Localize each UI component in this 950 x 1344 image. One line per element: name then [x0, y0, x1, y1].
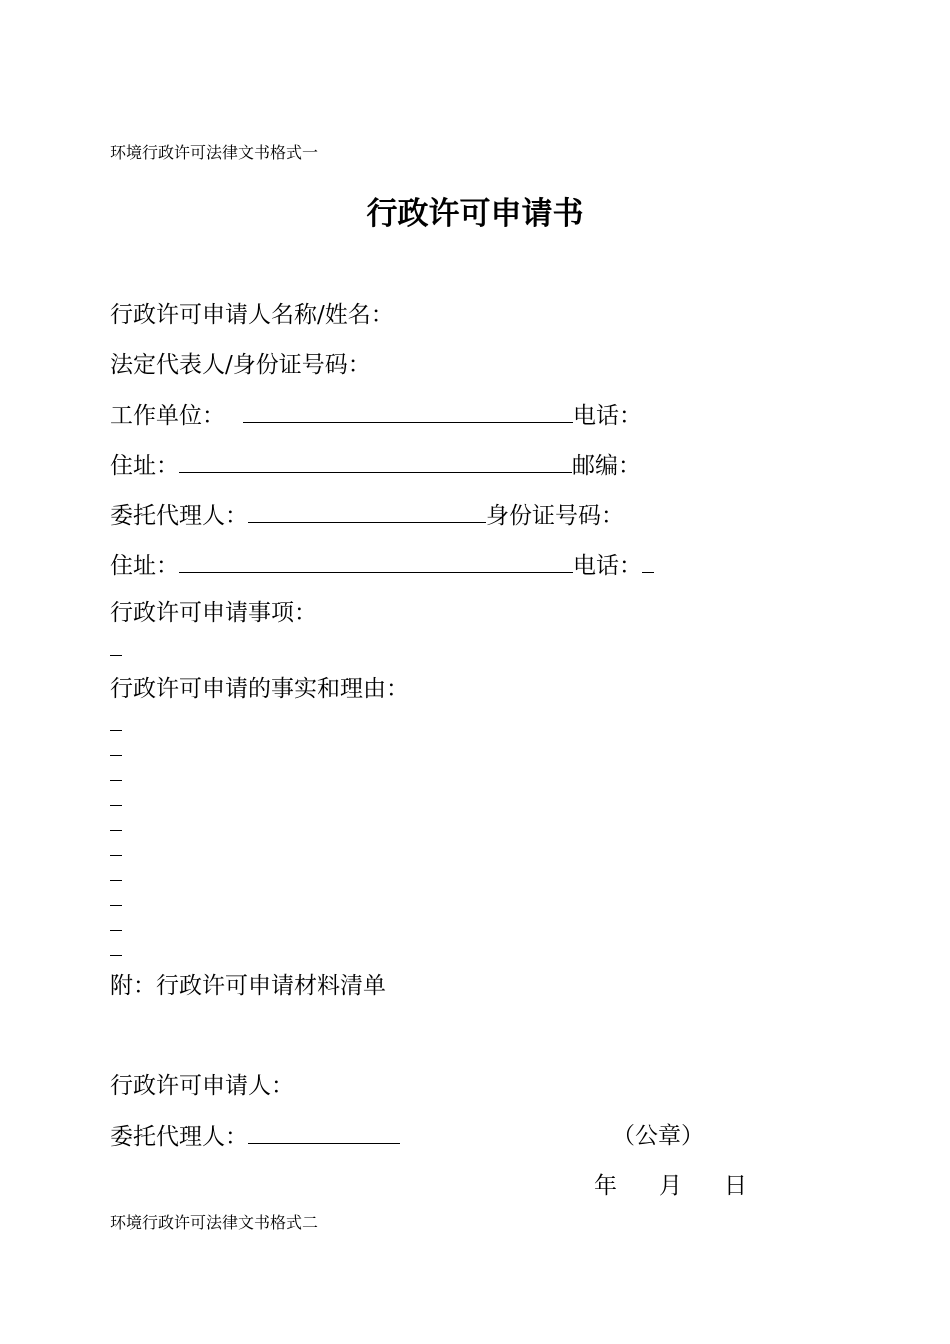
work-unit-blank[interactable] — [243, 400, 573, 423]
applicant-name-line — [110, 300, 394, 330]
form-format-label-top: 环境行政许可法律文书格式一 — [110, 143, 319, 162]
legal-rep-label: 法定代表人/身份证号码： — [110, 352, 371, 378]
signature-agent-label: 委托代理人： — [110, 1124, 248, 1150]
matters-label: 行政许可申请事项： — [110, 600, 317, 626]
facts-blank-line[interactable] — [110, 930, 122, 931]
attachment-label: 附：行政许可申请材料清单 — [110, 973, 386, 999]
signature-applicant-line — [110, 1071, 294, 1101]
agent-label: 委托代理人： — [110, 503, 248, 529]
work-unit-label: 工作单位： — [110, 403, 225, 429]
facts-blank-line[interactable] — [110, 780, 122, 781]
signature-agent-blank[interactable] — [248, 1121, 400, 1144]
address2-line — [110, 550, 654, 581]
facts-label: 行政许可申请的事实和理由： — [110, 676, 409, 702]
legal-rep-line — [110, 350, 371, 380]
facts-blank-line[interactable] — [110, 830, 122, 831]
address-line — [110, 450, 641, 481]
address-label: 住址： — [110, 453, 179, 479]
facts-blank-line[interactable] — [110, 755, 122, 756]
address2-blank[interactable] — [179, 550, 573, 573]
signature-agent-line — [110, 1121, 400, 1152]
facts-blank-line[interactable] — [110, 805, 122, 806]
postcode-label: 邮编： — [572, 453, 641, 479]
agent-line — [110, 500, 624, 531]
phone-label: 电话： — [573, 403, 642, 429]
matters-line — [110, 598, 317, 628]
date-day: 日 — [724, 1173, 747, 1199]
signature-applicant-label: 行政许可申请人： — [110, 1073, 294, 1099]
phone2-label: 电话： — [573, 553, 642, 579]
facts-blank-line[interactable] — [110, 955, 122, 956]
agent-blank[interactable] — [248, 500, 486, 523]
facts-blank-line[interactable] — [110, 855, 122, 856]
document-title: 行政许可申请书 — [366, 196, 584, 232]
facts-blank-line[interactable] — [110, 730, 122, 731]
facts-blank-line[interactable] — [110, 880, 122, 881]
facts-line — [110, 674, 409, 704]
facts-blank-line[interactable] — [110, 905, 122, 906]
official-seal-label: （公章） — [612, 1123, 704, 1149]
date-month: 月 — [659, 1173, 682, 1199]
matters-blank[interactable] — [110, 655, 122, 656]
attachment-line — [110, 971, 386, 1001]
form-format-label-bottom: 环境行政许可法律文书格式二 — [110, 1213, 319, 1232]
phone2-blank[interactable] — [642, 550, 654, 573]
work-unit-line — [110, 400, 642, 431]
address-blank[interactable] — [179, 450, 572, 473]
address2-label: 住址： — [110, 553, 179, 579]
id-number-label: 身份证号码： — [486, 503, 624, 529]
date-year: 年 — [594, 1173, 617, 1199]
applicant-name-label: 行政许可申请人名称/姓名： — [110, 302, 394, 328]
